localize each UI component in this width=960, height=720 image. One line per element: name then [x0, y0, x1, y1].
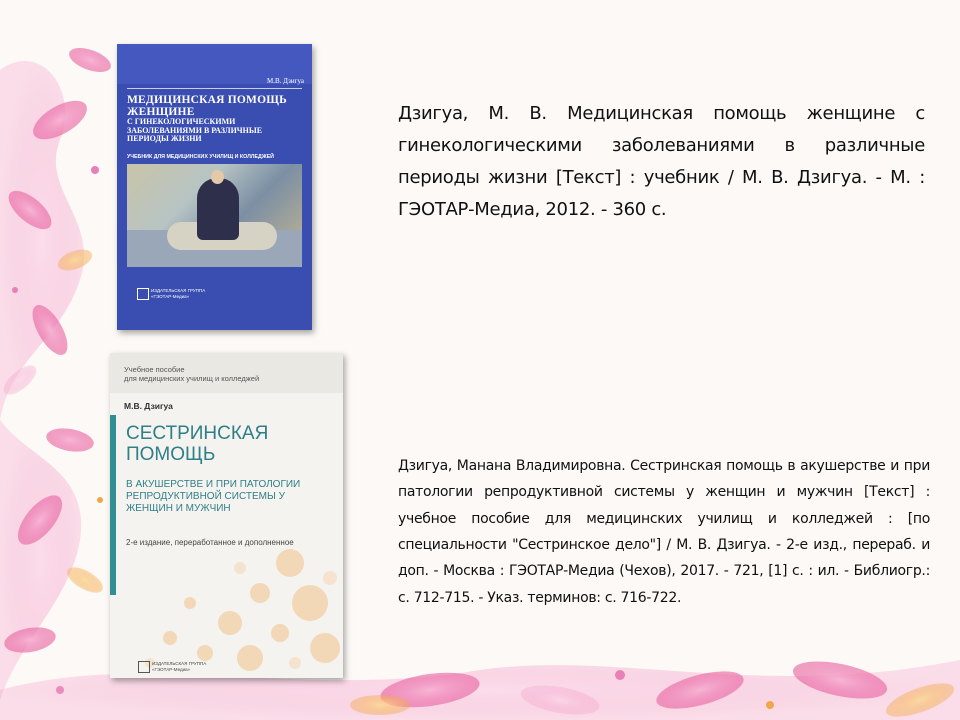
- cover-painting: [127, 164, 302, 267]
- accent-bar: [110, 415, 116, 595]
- book2-title: СЕСТРИНСКАЯ ПОМОЩЬ: [126, 423, 269, 466]
- book-cover-1: [117, 44, 312, 330]
- book1-publisher: [151, 288, 205, 300]
- publisher-logo-icon: [138, 661, 150, 673]
- book2-author: М.В. Дзигуа: [124, 401, 173, 411]
- book2-series-line2: для медицинских училищ и колледжей: [124, 374, 260, 384]
- book2-publisher-line2: «ГЭОТАР-Медиа»: [152, 666, 191, 672]
- book-cover-2: [110, 353, 343, 678]
- book1-title: [127, 94, 302, 143]
- citation-1: Дзигуа, М. В. Медицинская помощь женщине с гинекологическими заболеваниями в различные периоды жизни [Текст] : учебник / М. В. Дзигуа. - М. : ГЭОТАР-Медиа, 2012. - 360 с.: [398, 103, 925, 221]
- book2-series: [124, 365, 259, 384]
- book2-publisher: [152, 661, 206, 673]
- book1-author: М.В. Дзигуа: [267, 77, 304, 85]
- painting-head: [211, 170, 224, 184]
- book1-title-main: МЕДИЦИНСКАЯ ПОМОЩЬ ЖЕНЩИНЕ: [127, 94, 287, 119]
- citation-2: Дзигуа, Манана Владимировна. Сестринская помощь в акушерстве и при патологии репродуктивной системы у женщин и мужчин [Текст] : учебное пособие для медицинских училищ и колледжей : [по специальности "Сестринское дело"] / М. В. Дзигуа. - 2-е изд., перераб. и доп. - Москва : ГЭОТАР-Медиа (Чехов), 2017. - 721, [1] с. : ил. - Библиогр.: с. 712-715. - Указ. терминов: с. 716-722.: [398, 458, 930, 606]
- book2-subtitle: В АКУШЕРСТВЕ И ПРИ ПАТОЛОГИИ РЕПРОДУКТИВНОЙ СИСТЕМЫ У ЖЕНЩИН И МУЖЧИН: [126, 479, 301, 514]
- book1-subtitle: УЧЕБНИК ДЛЯ МЕДИЦИНСКИХ УЧИЛИЩ И КОЛЛЕДЖЕЙ: [127, 154, 274, 160]
- book2-series-line1: Учебное пособие: [124, 365, 185, 374]
- publisher-logo-icon: [137, 288, 149, 300]
- painting-figure: [197, 178, 239, 240]
- divider: [127, 88, 302, 89]
- book2-publisher-line1: ИЗДАТЕЛЬСКАЯ ГРУППА: [152, 661, 207, 666]
- book1-publisher-line2: «ГЭОТАР-Медиа»: [151, 293, 190, 299]
- book1-title-rest: С ГИНЕКОЛОГИЧЕСКИМИ ЗАБОЛЕВАНИЯМИ В РАЗЛИЧНЫЕ ПЕРИОДЫ ЖИЗНИ: [127, 117, 263, 143]
- book2-edition: 2-е издание, переработанное и дополненное: [126, 538, 294, 547]
- book1-publisher-line1: ИЗДАТЕЛЬСКАЯ ГРУППА: [151, 288, 206, 293]
